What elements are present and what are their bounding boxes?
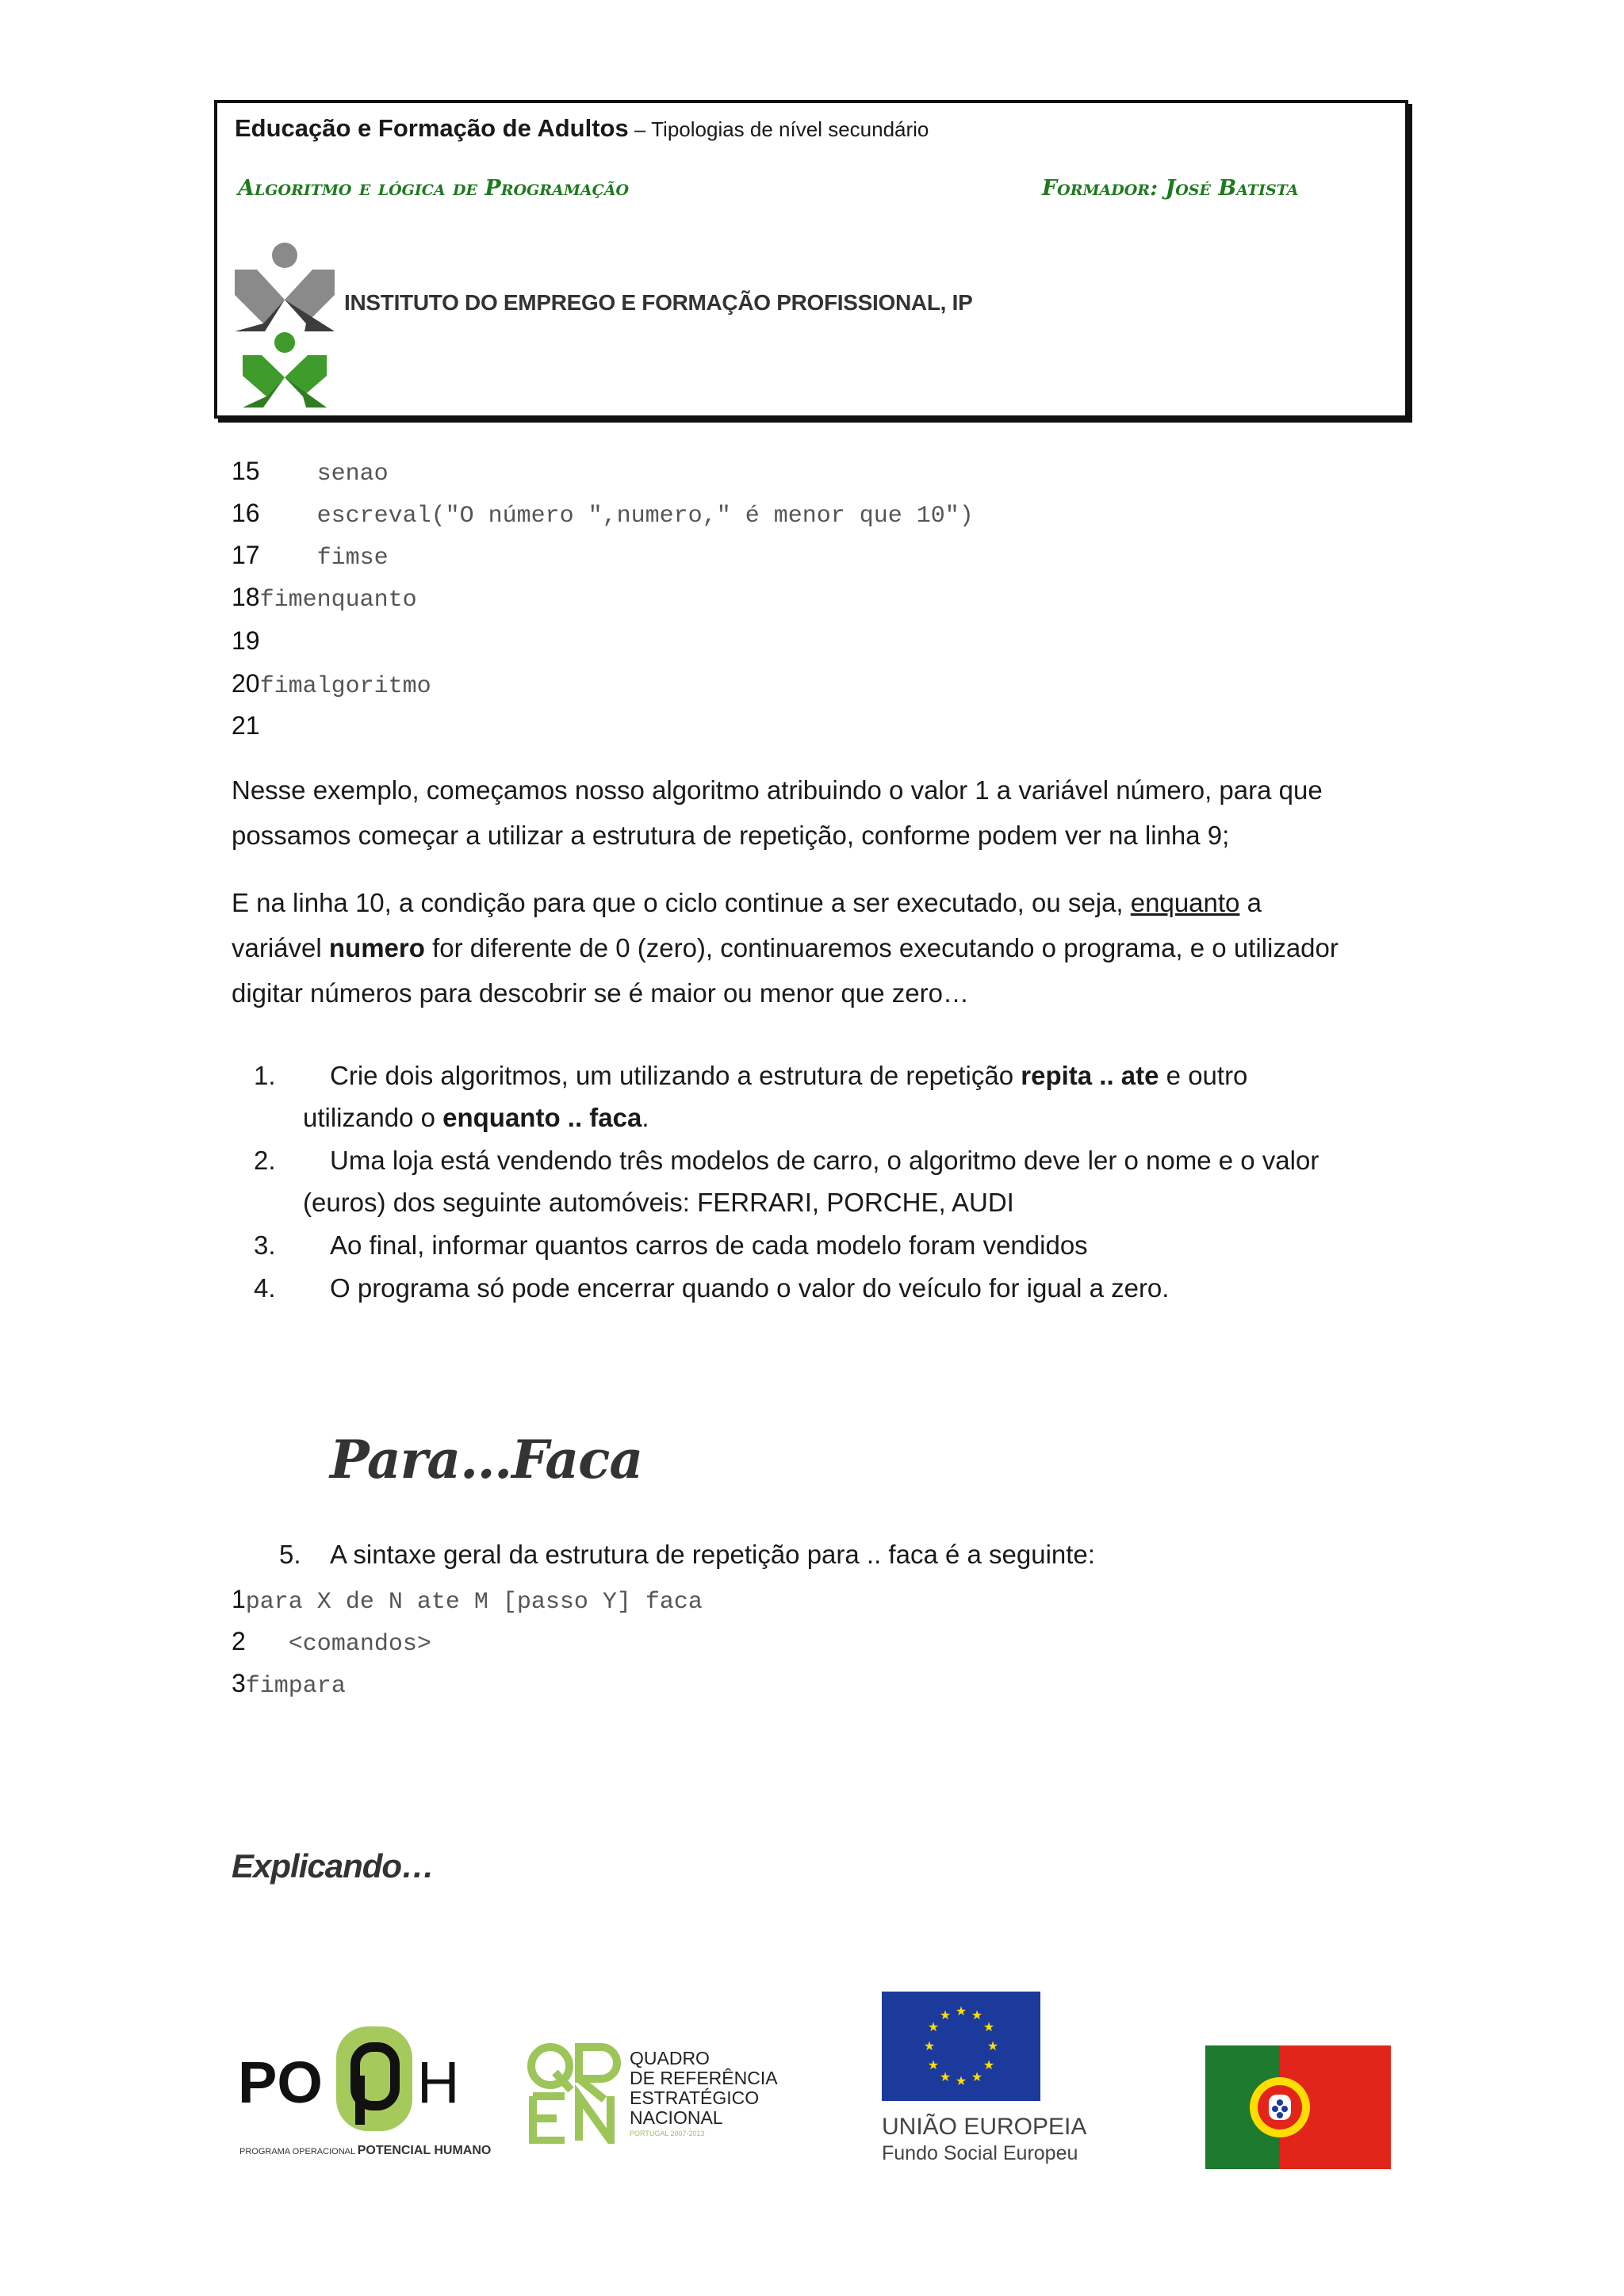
document-header — [214, 100, 1408, 419]
svg-text:★: ★ — [982, 2057, 995, 2072]
underlined-keyword: enquanto — [1130, 888, 1240, 917]
code-line-number: 16 — [232, 499, 260, 527]
svg-text:★: ★ — [986, 2038, 999, 2053]
exercise-item — [279, 1533, 1405, 1577]
code-line-number: 21 — [232, 711, 260, 740]
svg-text:★: ★ — [955, 2003, 967, 2019]
qren-line: QUADRO — [630, 2048, 710, 2068]
exercise-number: 1. — [254, 1061, 276, 1090]
code-line — [232, 623, 260, 658]
header-title-bold: Educação e Formação de Adultos — [235, 114, 629, 142]
code-line-number: 1 — [232, 1585, 246, 1613]
exercise-item — [254, 1224, 1411, 1268]
code-line — [232, 538, 389, 572]
poph-tagline-small: PROGRAMA OPERACIONAL — [239, 2147, 355, 2156]
bold-keyword: enquanto .. faca — [442, 1103, 642, 1132]
eu-name: UNIÃO EUROPEIA — [882, 2114, 1087, 2140]
paragraph-text: for diferente de 0 (zero), continuaremos executando o programa, e o utilizador — [424, 933, 1339, 962]
svg-text:H: H — [417, 2049, 460, 2115]
svg-text:PO: PO — [238, 2049, 323, 2115]
header-course: Algoritmo e lógica de Programação — [238, 176, 630, 201]
svg-text:★: ★ — [971, 2007, 983, 2022]
code-line-text: fimenquanto — [259, 587, 417, 614]
iefp-institute-name: INSTITUTO DO EMPREGO E FORMAÇÃO PROFISSIONAL, IP — [344, 290, 973, 315]
iefp-logo — [233, 238, 336, 412]
code-line-number: 15 — [232, 457, 260, 485]
exercise-text: O programa só pode encerrar quando o valor do veículo for igual a zero. — [330, 1273, 1170, 1303]
exercise-number: 2. — [254, 1146, 276, 1175]
paragraph-explanation-2 — [232, 880, 1405, 1016]
code-line-text: <comandos> — [245, 1631, 431, 1658]
paragraph-text: a — [1239, 888, 1262, 917]
bold-keyword: repita .. ate — [1021, 1061, 1159, 1090]
code-line-text: fimse — [259, 545, 389, 572]
code-line-number: 20 — [232, 669, 260, 698]
qren-logo-graphic — [527, 2041, 622, 2144]
exercise-text-line2 — [303, 1096, 649, 1138]
header-title-subtitle: – Tipologias de nível secundário — [628, 117, 929, 141]
eu-flag — [882, 1992, 1040, 2101]
paragraph-line: possamos começar a utilizar a estrutura de repetição, conforme podem ver na linha 9; — [232, 821, 1230, 850]
exercise-item — [254, 1267, 1411, 1311]
paragraph-line: Nesse exemplo, começamos nosso algoritmo atribuindo o valor 1 a variável número, para que — [232, 775, 1323, 805]
code-line — [232, 580, 417, 614]
code-line-number: 18 — [232, 583, 260, 611]
header-title — [235, 114, 929, 143]
code-line-number: 17 — [232, 541, 260, 569]
qren-line: ESTRATÉGICO — [630, 2087, 760, 2108]
code-line-text: escreval("O número ",numero," é menor que 10") — [259, 503, 974, 530]
code-line-text: fimalgoritmo — [259, 673, 431, 700]
poph-tagline — [239, 2144, 491, 2158]
exercise-text-part: utilizando o — [303, 1103, 443, 1132]
code-line — [232, 666, 431, 701]
svg-text:★: ★ — [939, 2007, 952, 2022]
code-line-text: senao — [259, 461, 389, 488]
code-line-number: 19 — [232, 626, 260, 655]
paragraph-explanation-1 — [232, 767, 1405, 858]
qren-small-text: PORTUGAL 2007-2013 — [630, 2130, 705, 2137]
paragraph-line — [232, 880, 1405, 925]
exercise-text: Uma loja está vendendo três modelos de carro, o algoritmo deve ler o nome e o valor — [330, 1146, 1320, 1175]
paragraph-line: digitar números para descobrir se é maior ou menor que zero… — [232, 978, 969, 1008]
code-line — [232, 1624, 431, 1659]
code-line-text: fimpara — [245, 1673, 346, 1700]
eu-logo — [882, 1992, 1104, 2174]
qren-line: DE REFERÊNCIA — [630, 2068, 778, 2088]
subheading-explicando: Explicando… — [232, 1847, 435, 1885]
code-line-text: para X de N ate M [passo Y] faca — [245, 1589, 703, 1616]
code-line — [232, 708, 260, 743]
svg-text:★: ★ — [923, 2038, 936, 2053]
exercise-item — [254, 1054, 1411, 1142]
exercise-text-part: . — [642, 1103, 649, 1132]
portugal-flag — [1205, 2045, 1391, 2169]
qren-text — [630, 2049, 778, 2139]
code-line — [232, 453, 389, 488]
code-line — [232, 1582, 703, 1617]
exercise-text: A sintaxe geral da estrutura de repetição para .. faca é a seguinte: — [330, 1540, 1095, 1569]
exercise-text: Ao final, informar quantos carros de cada modelo foram vendidos — [330, 1230, 1088, 1260]
svg-text:★: ★ — [927, 2019, 940, 2034]
svg-text:★: ★ — [955, 2073, 967, 2088]
poph-logo — [236, 2020, 506, 2163]
code-line — [232, 1666, 346, 1701]
qren-line: NACIONAL — [630, 2107, 723, 2128]
poph-tagline-bold: POTENCIAL HUMANO — [357, 2144, 492, 2157]
eu-fund: Fundo Social Europeu — [882, 2142, 1078, 2164]
svg-text:★: ★ — [971, 2069, 983, 2084]
code-line-number: 3 — [232, 1669, 246, 1697]
svg-text:★: ★ — [939, 2069, 952, 2084]
qren-logo — [527, 2041, 780, 2144]
exercise-text-part: e outro — [1159, 1061, 1248, 1090]
paragraph-text: variável — [232, 933, 329, 962]
portugal-flag-graphic — [1205, 2045, 1391, 2169]
exercise-text — [330, 1054, 1247, 1096]
header-trainer: Formador: José Batista — [1042, 176, 1299, 201]
svg-text:★: ★ — [927, 2057, 940, 2072]
svg-text:★: ★ — [982, 2019, 995, 2034]
paragraph-line — [232, 925, 1405, 970]
exercise-text-part: Crie dois algoritmos, um utilizando a estrutura de repetição — [330, 1061, 1021, 1090]
exercise-number: 5. — [279, 1540, 301, 1569]
poph-logo-graphic — [236, 2020, 506, 2163]
bold-keyword: numero — [328, 933, 425, 962]
exercise-number: 3. — [254, 1230, 276, 1260]
code-line-number: 2 — [232, 1627, 246, 1655]
paragraph-text: E na linha 10, a condição para que o ciclo continue a ser executado, ou seja, — [232, 888, 1131, 917]
exercise-item — [254, 1139, 1411, 1226]
exercise-text-line2: (euros) dos seguinte automóveis: FERRARI, PORCHE, AUDI — [303, 1188, 1014, 1217]
section-heading: Para…Faca — [330, 1429, 643, 1490]
exercise-number: 4. — [254, 1273, 276, 1303]
code-line — [232, 496, 974, 530]
